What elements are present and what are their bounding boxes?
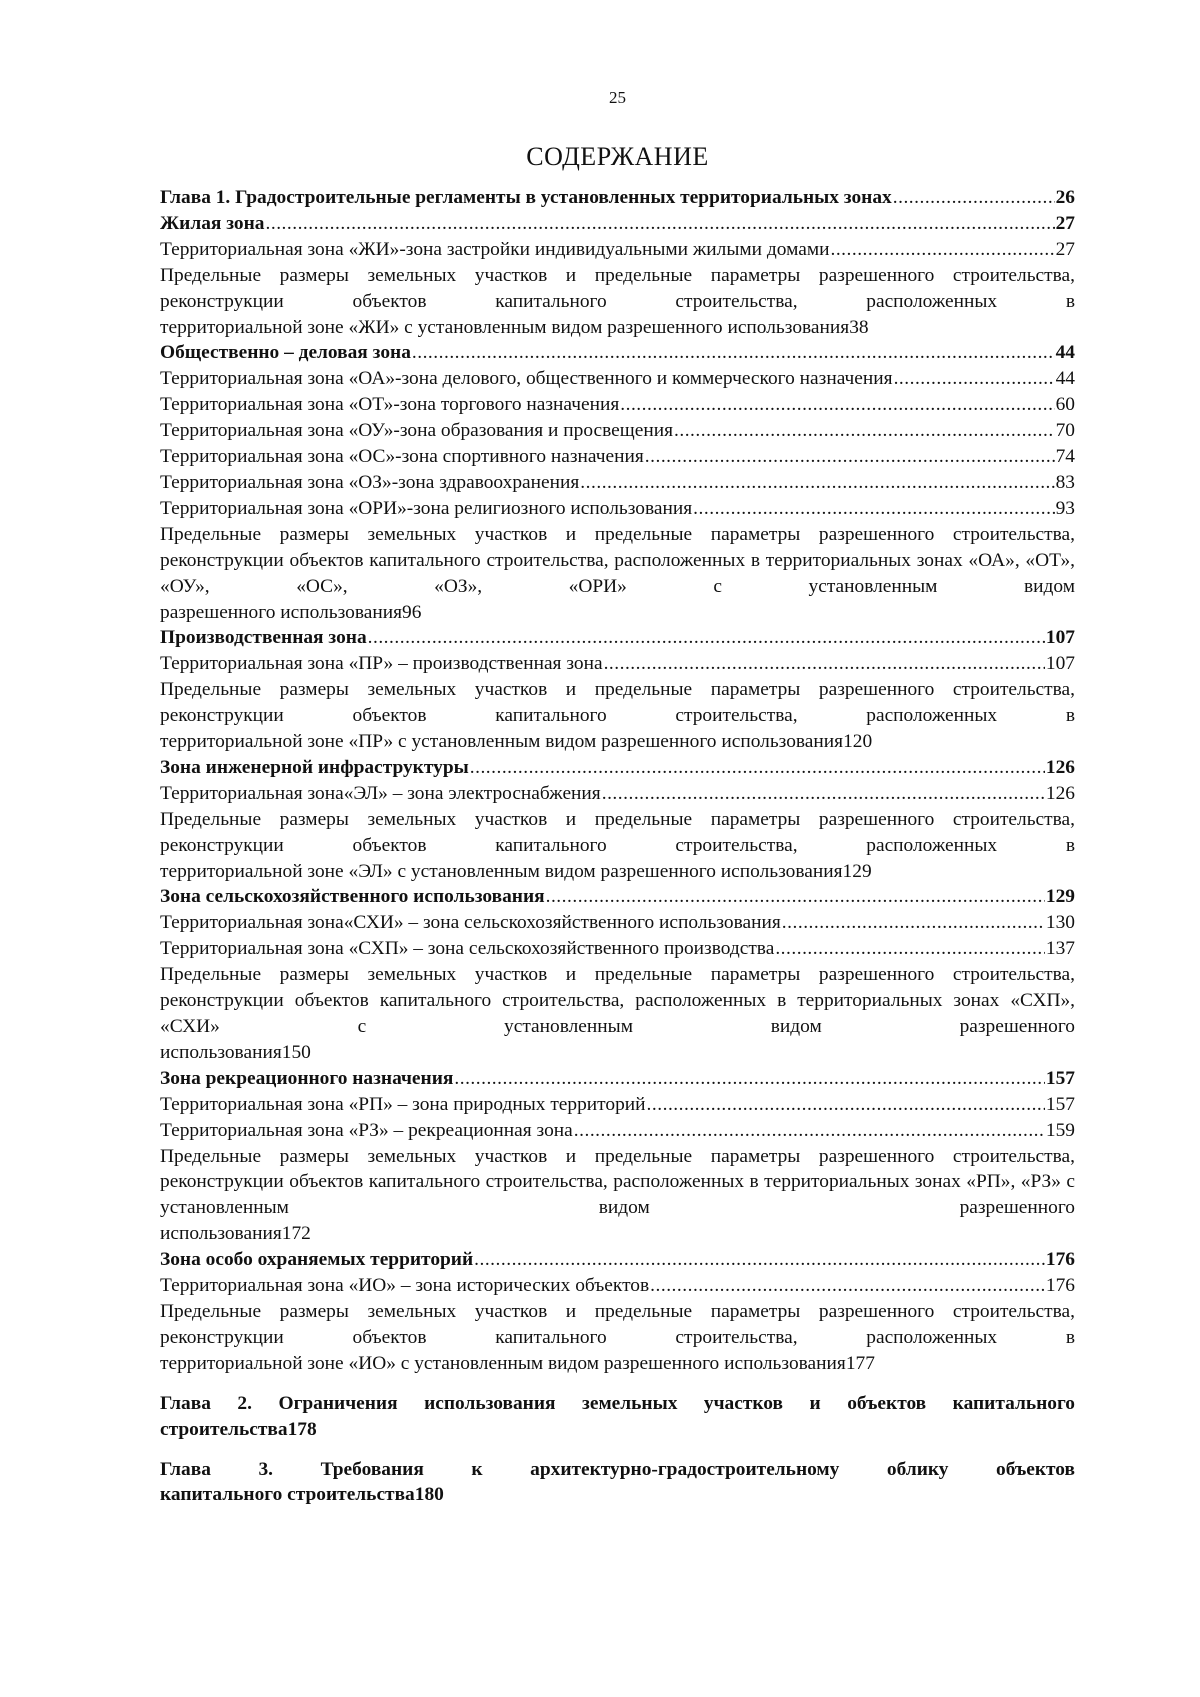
toc-entry-label: капитального строительства: [160, 1484, 415, 1506]
toc-entry-label: Территориальная зона«СХИ» – зона сельскохозяйственного использования: [160, 912, 781, 934]
toc-row: [160, 211, 1075, 237]
toc-multiline: [160, 962, 1075, 1066]
dot-leader: [602, 781, 1045, 807]
toc-entry[interactable]: [160, 392, 1075, 418]
toc-row: [160, 755, 1075, 781]
toc-multiline: [160, 1457, 1075, 1509]
toc-entry[interactable]: [160, 755, 1075, 781]
toc-page-number: 26: [1055, 187, 1075, 208]
toc-entry[interactable]: [160, 1457, 1075, 1509]
toc-row: [160, 1482, 1075, 1508]
toc-entry-text: Предельные размеры земельных участков и предельные параметры разрешенного строительства, реконструкции объектов капитального строительства, расположенных в: [160, 808, 1075, 856]
toc-row: [160, 1417, 1075, 1443]
dot-leader: [647, 1092, 1045, 1118]
toc-page-number: 178: [287, 1418, 317, 1440]
toc-page-number: 96: [402, 601, 422, 623]
toc-entry[interactable]: [160, 651, 1075, 677]
toc-entry-label: использования: [160, 1223, 282, 1245]
toc-row: [160, 496, 1075, 522]
toc-entry-text: Предельные размеры земельных участков и предельные параметры разрешенного строительства, реконструкции объектов капитального строительства, расположенных в: [160, 1300, 1075, 1348]
toc-entry[interactable]: [160, 444, 1075, 470]
toc-entry-label: Территориальная зона «ОРИ»-зона религиозного использования: [160, 497, 693, 519]
toc-row: [160, 1092, 1075, 1118]
toc-multiline: [160, 522, 1075, 626]
toc-entry-label: территориальной зоне «ЖИ» с установленным видом разрешенного использования: [160, 316, 850, 338]
toc-entry[interactable]: [160, 1273, 1075, 1299]
toc-entry[interactable]: [160, 1118, 1075, 1144]
toc-entry-label: Территориальная зона «ПР» – производственная зона: [160, 653, 603, 675]
toc-page-number: 176: [1045, 1275, 1075, 1297]
toc-page-number: 180: [414, 1484, 444, 1506]
toc-entry[interactable]: [160, 1066, 1075, 1092]
dot-leader: [574, 1118, 1045, 1144]
toc-entry-label: Территориальная зона «ОА»-зона делового, общественного и коммерческого назначения: [160, 368, 893, 390]
toc-page-number: 38: [849, 316, 869, 338]
toc-entry[interactable]: [160, 884, 1075, 910]
toc-entry-label: Зона сельскохозяйственного использования: [160, 886, 545, 908]
toc-entry[interactable]: [160, 1299, 1075, 1377]
toc-page-number: 159: [1045, 1119, 1075, 1141]
toc-entry[interactable]: [160, 340, 1075, 366]
toc-row: [160, 392, 1075, 418]
toc-page-number: 157: [1045, 1093, 1075, 1115]
toc-row: [160, 185, 1075, 211]
toc-row: [160, 1351, 1075, 1377]
toc-entry[interactable]: [160, 1092, 1075, 1118]
toc-row: [160, 651, 1075, 677]
toc-entry-label: Территориальная зона «ОС»-зона спортивного назначения: [160, 446, 644, 468]
toc-row: [160, 600, 1075, 626]
toc-entry-text: Предельные размеры земельных участков и предельные параметры разрешенного строительства, реконструкции объектов капитального строительства, расположенных в территориальных зонах «СХП», «СХИ» с установленным видом разрешенного: [160, 964, 1075, 1037]
toc-page-number: 60: [1055, 394, 1075, 416]
toc-multiline: [160, 1144, 1075, 1248]
toc-entry-label: Территориальная зона «ИО» – зона исторических объектов: [160, 1275, 650, 1297]
toc-page-number: 157: [1045, 1067, 1075, 1089]
toc-entry-text: Предельные размеры земельных участков и предельные параметры разрешенного строительства, реконструкции объектов капитального строительства, расположенных в: [160, 264, 1075, 312]
page-title: СОДЕРЖАНИЕ: [526, 142, 709, 171]
dot-leader: [546, 884, 1045, 910]
toc-entry-label: строительства: [160, 1418, 288, 1440]
toc-row: [160, 315, 1075, 341]
dot-leader: [650, 1273, 1045, 1299]
toc-page-number: 74: [1055, 446, 1075, 468]
toc-page-number: 27: [1055, 238, 1075, 260]
toc-entry-text: Предельные размеры земельных участков и предельные параметры разрешенного строительства, реконструкции объектов капитального строительства, расположенных в территориальных зонах «ОА», «ОТ», «ОУ», «ОС», «ОЗ», «ОРИ» с установленным видом: [160, 523, 1075, 597]
toc-entry-label: Глава 1. Градостроительные регламенты в установленных территориальных зонах: [160, 187, 892, 208]
toc-entry[interactable]: [160, 1247, 1075, 1273]
toc-page-number: 176: [1045, 1249, 1075, 1271]
dot-leader: [474, 1247, 1045, 1273]
toc-page-number: 126: [1045, 782, 1075, 804]
toc-page-number: 129: [842, 860, 872, 882]
toc-row: [160, 625, 1075, 651]
toc-page-number: 177: [845, 1352, 875, 1374]
toc-entry[interactable]: [160, 1391, 1075, 1443]
dot-leader: [604, 651, 1045, 677]
toc-entry[interactable]: [160, 185, 1075, 211]
toc-row: [160, 340, 1075, 366]
toc-page-number: 93: [1055, 497, 1075, 519]
toc-row: [160, 1040, 1075, 1066]
toc-row: [160, 859, 1075, 885]
toc-page-number: 107: [1045, 627, 1075, 649]
toc-page-number: 70: [1055, 420, 1075, 442]
dot-leader: [893, 185, 1055, 211]
toc-row: [160, 1118, 1075, 1144]
toc-page-number: 172: [281, 1223, 311, 1245]
toc-entry-label: Территориальная зона «ОТ»-зона торгового назначения: [160, 394, 620, 416]
dot-leader: [674, 418, 1055, 444]
toc-entry-label: Территориальная зона «СХП» – зона сельскохозяйственного производства: [160, 938, 775, 960]
dot-leader: [454, 1066, 1045, 1092]
toc-entry-label: Территориальная зона «ЖИ»-зона застройки индивидуальными жилыми домами: [160, 238, 830, 260]
toc-entry-label: Территориальная зона «РП» – зона природных территорий: [160, 1093, 646, 1115]
toc-entry[interactable]: [160, 910, 1075, 936]
toc-entry-label: Зона особо охраняемых территорий: [160, 1249, 474, 1271]
toc-page-number: 126: [1045, 756, 1075, 778]
toc-page-number: 120: [843, 731, 873, 753]
dot-leader: [412, 340, 1055, 366]
toc-entry-label: Зона инженерной инфраструктуры: [160, 756, 469, 778]
toc-row: [160, 470, 1075, 496]
toc-entry-text: Предельные размеры земельных участков и предельные параметры разрешенного строительства, реконструкции объектов капитального строительства, расположенных в: [160, 679, 1075, 727]
toc-entry-text: Предельные размеры земельных участков и предельные параметры разрешенного строительства, реконструкции объектов капитального строительства, расположенных в территориальных зонах «РП», «РЗ» с установленным видом разрешенного: [160, 1145, 1075, 1219]
toc-page-number: 129: [1045, 886, 1075, 908]
toc-row: [160, 444, 1075, 470]
toc-multiline: [160, 677, 1075, 755]
toc-entry-label: разрешенного использования: [160, 601, 403, 623]
toc-multiline: [160, 807, 1075, 885]
toc-entry-label: территориальной зоне «ИО» с установленным видом разрешенного использования: [160, 1352, 846, 1374]
toc-entry-label: Зона рекреационного назначения: [160, 1067, 454, 1089]
dot-leader: [470, 755, 1045, 781]
toc-multiline: [160, 1299, 1075, 1377]
toc-row: [160, 237, 1075, 263]
toc-entry-label: Территориальная зона «ОЗ»-зона здравоохранения: [160, 471, 580, 493]
toc-entry[interactable]: [160, 211, 1075, 237]
toc-entry[interactable]: [160, 237, 1075, 263]
toc-row: [160, 1247, 1075, 1273]
toc-row: [160, 729, 1075, 755]
toc-page-number: 107: [1045, 653, 1075, 675]
toc-page-number: 130: [1045, 912, 1075, 934]
toc-row: [160, 418, 1075, 444]
toc-entry[interactable]: [160, 496, 1075, 522]
dot-leader: [580, 470, 1054, 496]
toc-row: [160, 936, 1075, 962]
toc-row: [160, 781, 1075, 807]
toc-page-number: 83: [1055, 471, 1075, 493]
toc-row: [160, 1066, 1075, 1092]
toc-entry[interactable]: [160, 625, 1075, 651]
toc-row: [160, 1273, 1075, 1299]
toc-entry-text: Глава 2. Ограничения использования земельных участков и объектов капитального: [160, 1392, 1075, 1414]
toc-row: [160, 910, 1075, 936]
table-of-contents: [160, 185, 1075, 1508]
toc-entry[interactable]: [160, 962, 1075, 1066]
dot-leader: [645, 444, 1055, 470]
toc-entry[interactable]: [160, 366, 1075, 392]
toc-entry[interactable]: [160, 470, 1075, 496]
toc-entry[interactable]: [160, 522, 1075, 626]
toc-page-number: 27: [1055, 212, 1075, 234]
toc-entry[interactable]: [160, 677, 1075, 755]
toc-entry-text: Глава 3. Требования к архитектурно-градостроительному облику объектов: [160, 1458, 1075, 1480]
toc-entry-label: Территориальная зона«ЭЛ» – зона электроснабжения: [160, 782, 601, 804]
toc-row: [160, 884, 1075, 910]
toc-entry-label: территориальной зоне «ПР» с установленным видом разрешенного использования: [160, 731, 844, 753]
dot-leader: [266, 211, 1055, 237]
dot-leader: [775, 936, 1045, 962]
toc-entry-label: Территориальная зона «РЗ» – рекреационная зона: [160, 1119, 573, 1141]
toc-row: [160, 366, 1075, 392]
dot-leader: [693, 496, 1054, 522]
dot-leader: [368, 625, 1045, 651]
toc-entry-label: Территориальная зона «ОУ»-зона образования и просвещения: [160, 420, 673, 442]
toc-page-number: 44: [1055, 342, 1075, 364]
toc-entry-label: территориальной зоне «ЭЛ» с установленным видом разрешенного использования: [160, 860, 843, 882]
toc-entry-label: использования: [160, 1041, 282, 1063]
toc-entry[interactable]: [160, 418, 1075, 444]
toc-page-number: 150: [281, 1041, 311, 1063]
toc-entry-label: Жилая зона: [160, 212, 265, 234]
dot-leader: [782, 910, 1045, 936]
dot-leader: [830, 237, 1054, 263]
toc-page-number: 137: [1045, 938, 1075, 960]
dot-leader: [894, 366, 1055, 392]
toc-entry[interactable]: [160, 936, 1075, 962]
toc-entry-label: Производственная зона: [160, 627, 367, 649]
toc-entry[interactable]: [160, 1144, 1075, 1248]
toc-entry[interactable]: [160, 807, 1075, 885]
toc-entry[interactable]: [160, 781, 1075, 807]
toc-row: [160, 1221, 1075, 1247]
page-number: 25: [609, 88, 626, 107]
toc-multiline: [160, 263, 1075, 341]
toc-entry-label: Общественно – деловая зона: [160, 342, 411, 364]
toc-page-number: 44: [1055, 368, 1075, 390]
dot-leader: [620, 392, 1054, 418]
toc-entry[interactable]: [160, 263, 1075, 341]
toc-multiline: [160, 1391, 1075, 1443]
